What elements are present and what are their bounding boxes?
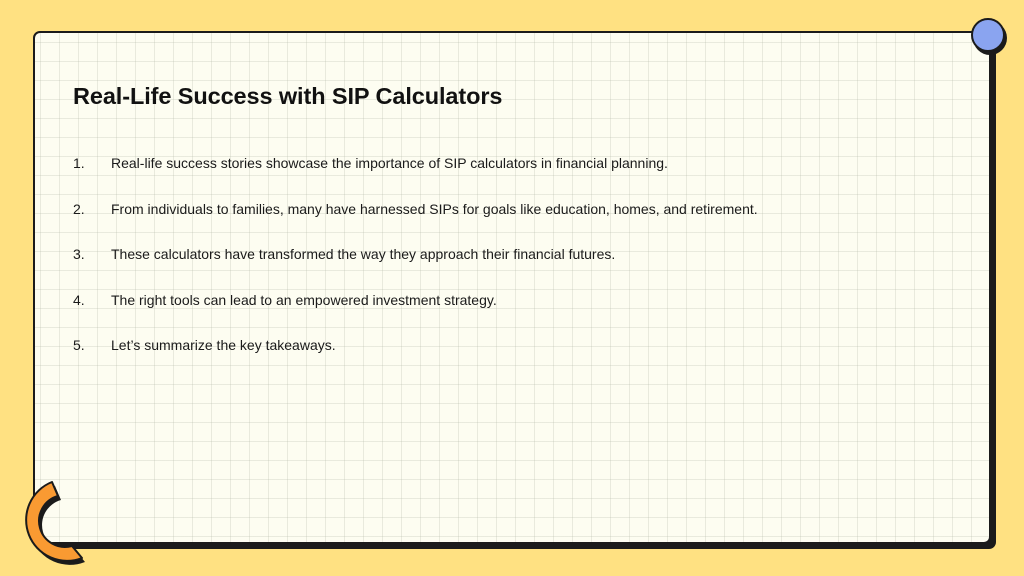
list-item-number: 2. [73,200,85,217]
slide-card [33,31,991,544]
list-item-text: Let’s summarize the key takeaways. [111,337,336,353]
list-item [73,201,758,247]
list-item-number: 5. [73,337,85,353]
list-item-text: From individuals to families, many have harnessed SIPs for goals like education, homes, and retirement. [111,200,758,217]
list-item [73,246,758,292]
list-item-number: 4. [73,291,85,308]
list-item [73,292,758,338]
list-item [73,155,758,201]
numbered-list [73,155,758,383]
slide-title: Real-Life Success with SIP Calculators [73,83,503,109]
list-item-text: Real-life success stories showcase the importance of SIP calculators in financial planning. [111,155,668,171]
list-item-text: These calculators have transformed the way they approach their financial futures. [111,246,616,262]
list-item-text: The right tools can lead to an empowered investment strategy. [111,291,497,308]
blue-circle-decoration [971,18,1005,52]
list-item [73,337,758,383]
list-item-number: 3. [73,246,85,262]
orange-ring-decoration [6,466,86,570]
list-item-number: 1. [73,155,85,171]
